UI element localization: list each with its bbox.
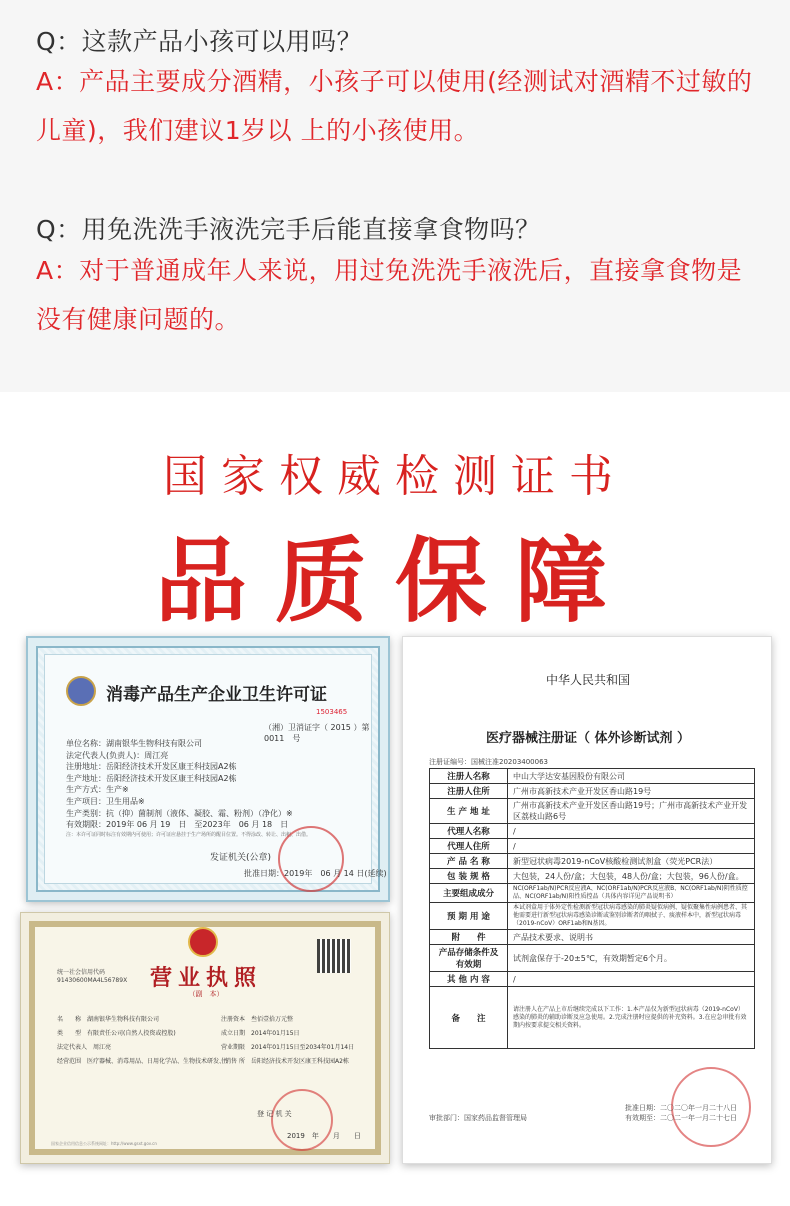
credit-code bbox=[57, 969, 127, 985]
faq-question-1: Q：这款产品小孩可以用吗？ bbox=[36, 27, 363, 56]
table-row bbox=[430, 824, 755, 839]
field-row: 成立日期 2014年01月15日 bbox=[221, 1030, 300, 1037]
row-key: 包 装 规 格 bbox=[430, 869, 508, 884]
country-title: 中华人民共和国 bbox=[545, 673, 630, 687]
business-license-certificate bbox=[20, 912, 390, 1164]
field-row: 注册地址：岳阳经济技术开发区康王科技园A2栋 bbox=[66, 762, 237, 772]
table-row bbox=[430, 839, 755, 854]
hygiene-license-certificate bbox=[26, 636, 390, 902]
table-row bbox=[430, 945, 755, 972]
field-row: 类 型 有限责任公司(自然人投资或控股) bbox=[57, 1030, 176, 1037]
table-row bbox=[430, 854, 755, 869]
table-row bbox=[430, 784, 755, 799]
row-key: 主要组成成分 bbox=[430, 884, 508, 903]
row-key: 产品存储条件及有效期 bbox=[430, 945, 508, 972]
registration-authority: 登 记 机 关 bbox=[257, 1110, 292, 1118]
certificate-note: 注：本许可证同时标注有效期内可使用；许可证应悬挂于生产场所的醒目位置。不得涂改、转让、出租、出借。 bbox=[66, 832, 312, 838]
row-value: 广州市高新技术产业开发区香山路19号；广州市高新技术产业开发区荔枝山路6号 bbox=[508, 799, 755, 824]
faq-question-2: Q：用免洗洗手液洗完手后能直接拿食物吗？ bbox=[36, 215, 541, 244]
field-row: 法定代表人 周江亮 bbox=[57, 1044, 112, 1051]
field-row: 有效期限：2019年 06 月 19 日 至2023年 06 月 18 日 bbox=[66, 820, 289, 830]
expiry-date: 有效期至：二〇二一年一月二十七日 bbox=[625, 1114, 737, 1122]
row-key: 生 产 地 址 bbox=[430, 799, 508, 824]
row-value: / bbox=[508, 824, 755, 839]
section-heading-authority: 国家权威检测证书 bbox=[163, 451, 627, 502]
national-emblem-icon bbox=[188, 927, 218, 957]
serial-number: 1503465 bbox=[316, 708, 348, 716]
row-value: 广州市高新技术产业开发区香山路19号 bbox=[508, 784, 755, 799]
official-seal bbox=[278, 826, 344, 892]
table-row bbox=[430, 769, 755, 784]
row-value: 新型冠状病毒2019-nCoV核酸检测试剂盒（荧光PCR法） bbox=[508, 854, 755, 869]
field-row: 营业期限 2014年01月15日至2034年01月14日 bbox=[221, 1044, 355, 1051]
faq-answer-1: A：产品主要成分酒精，小孩子可以使用(经测试对酒精不过敏的儿童)，我们建议1岁以 上的小孩使用。 bbox=[36, 67, 753, 145]
row-value: NC(ORF1ab/N)PCR反应液A、NC(ORF1ab/N)PCR反应液B、NC(ORF1ab/N)阴性质控品、NC(ORF1ab/N)阳性质控品（具体内容详见产品说明书） bbox=[508, 884, 755, 903]
row-key: 代理人住所 bbox=[430, 839, 508, 854]
row-value: 中山大学达安基因股份有限公司 bbox=[508, 769, 755, 784]
license-fields-right bbox=[221, 1013, 354, 1069]
field-row: 生产项目：卫生用品※ bbox=[66, 796, 145, 806]
table-row bbox=[430, 903, 755, 930]
row-key: 附 件 bbox=[430, 930, 508, 945]
certificate-title: 营业执照 bbox=[149, 966, 262, 991]
faq-answer-2: A：对于普通成年人来说，用过免洗洗手液洗后，直接拿食物是没有健康问题的。 bbox=[36, 256, 743, 334]
section-heading-quality: 品质保障 bbox=[154, 528, 635, 635]
table-row bbox=[430, 972, 755, 987]
row-key: 代理人名称 bbox=[430, 824, 508, 839]
credit-code-value: 91430600MA4L56789X bbox=[57, 977, 128, 984]
row-key: 产 品 名 称 bbox=[430, 854, 508, 869]
field-row: 住 所 岳阳经济技术开发区康王科技园A2栋 bbox=[221, 1058, 349, 1065]
field-row: 名 称 湖南银华生物科技有限公司 bbox=[57, 1016, 160, 1023]
table-row bbox=[430, 799, 755, 824]
row-key: 注册人住所 bbox=[430, 784, 508, 799]
table-row bbox=[430, 869, 755, 884]
certificate-title: 消毒产品生产企业卫生许可证 bbox=[106, 685, 327, 705]
row-value: 请注册人在产品上市后继续完成以下工作：1.本产品仅为新型冠状病毒（2019-nCoV）感染的肺炎的辅助诊断及应急使用。2.完成注册时应提供的补充资料。3.在应急审批有效期内按要求提交相关资料。 bbox=[508, 987, 755, 1049]
row-value: 本试剂盒用于体外定性检测新型冠状病毒感染的肺炎疑似病例、疑似聚集性病例患者、其他需要进行新型冠状病毒感染诊断或鉴别诊断者的咽拭子、痰液样本中，新型冠状病毒（2019-nCoV）ORF1ab和N基因。 bbox=[508, 903, 755, 930]
field-row: 生产地址：岳阳经济技术开发区康王科技园A2栋 bbox=[66, 773, 237, 783]
row-key: 备 注 bbox=[430, 987, 508, 1049]
field-row: 法定代表人(负责人)：周江亮 bbox=[66, 750, 169, 760]
row-value: 大包装，24人份/盒；大包装，48人份/盒；大包装，96人份/盒。 bbox=[508, 869, 755, 884]
certificate-subtitle: （副 本） bbox=[188, 990, 224, 998]
table-row bbox=[430, 987, 755, 1049]
field-row: 经营范围 医疗器械、消毒用品、日用化学品、生物技术研发、销售 bbox=[57, 1058, 238, 1065]
certificate-fields bbox=[66, 738, 293, 831]
row-key: 预 期 用 途 bbox=[430, 903, 508, 930]
field-row: 注册资本 叁佰壹拾万元整 bbox=[221, 1016, 294, 1023]
registration-table bbox=[429, 768, 755, 1049]
row-key: 其 他 内 容 bbox=[430, 972, 508, 987]
row-value: 产品技术要求、说明书 bbox=[508, 930, 755, 945]
emblem-icon bbox=[66, 676, 96, 706]
approval-date: 批准日期：2019年 06 月 14 日(延续) bbox=[244, 869, 387, 878]
document-number: （湘）卫消证字（ 2015 ）第0011 号 bbox=[264, 723, 370, 743]
row-value: 试剂盒保存于-20±5℃，有效期暂定6个月。 bbox=[508, 945, 755, 972]
approval-dates bbox=[625, 1103, 737, 1123]
qr-code-icon bbox=[317, 939, 351, 973]
certificate-title: 医疗器械注册证（ 体外诊断试剂 ） bbox=[485, 731, 691, 746]
field-row: 生产方式：生产※ bbox=[66, 785, 129, 795]
registration-number: 注册证编号：国械注准20203400063 bbox=[429, 758, 548, 766]
table-row bbox=[430, 884, 755, 903]
row-value: / bbox=[508, 839, 755, 854]
table-row bbox=[430, 930, 755, 945]
license-fields-left bbox=[57, 1013, 237, 1069]
medical-device-registration-certificate bbox=[402, 636, 772, 1164]
credit-code-label: 统一社会信用代码 bbox=[57, 969, 106, 976]
issuing-authority: 发证机关(公章) bbox=[210, 853, 272, 863]
footer-note: 国家企业信用信息公示系统网址：http://www.gsxt.gov.cn bbox=[51, 1141, 157, 1146]
row-value: / bbox=[508, 972, 755, 987]
faq-section bbox=[0, 0, 790, 392]
field-row: 单位名称：湖南银华生物科技有限公司 bbox=[66, 739, 202, 748]
official-seal bbox=[271, 1089, 333, 1151]
approval-department: 审批部门：国家药品监督管理局 bbox=[429, 1114, 527, 1122]
issue-date: 2019 年 月 日 bbox=[287, 1132, 361, 1140]
approval-date: 批准日期：二〇二〇年一月二十八日 bbox=[625, 1104, 737, 1112]
field-row: 生产类别：抗（抑）菌制剂（液体、凝胶、霜、粉剂）（净化）※ bbox=[66, 808, 293, 818]
row-key: 注册人名称 bbox=[430, 769, 508, 784]
